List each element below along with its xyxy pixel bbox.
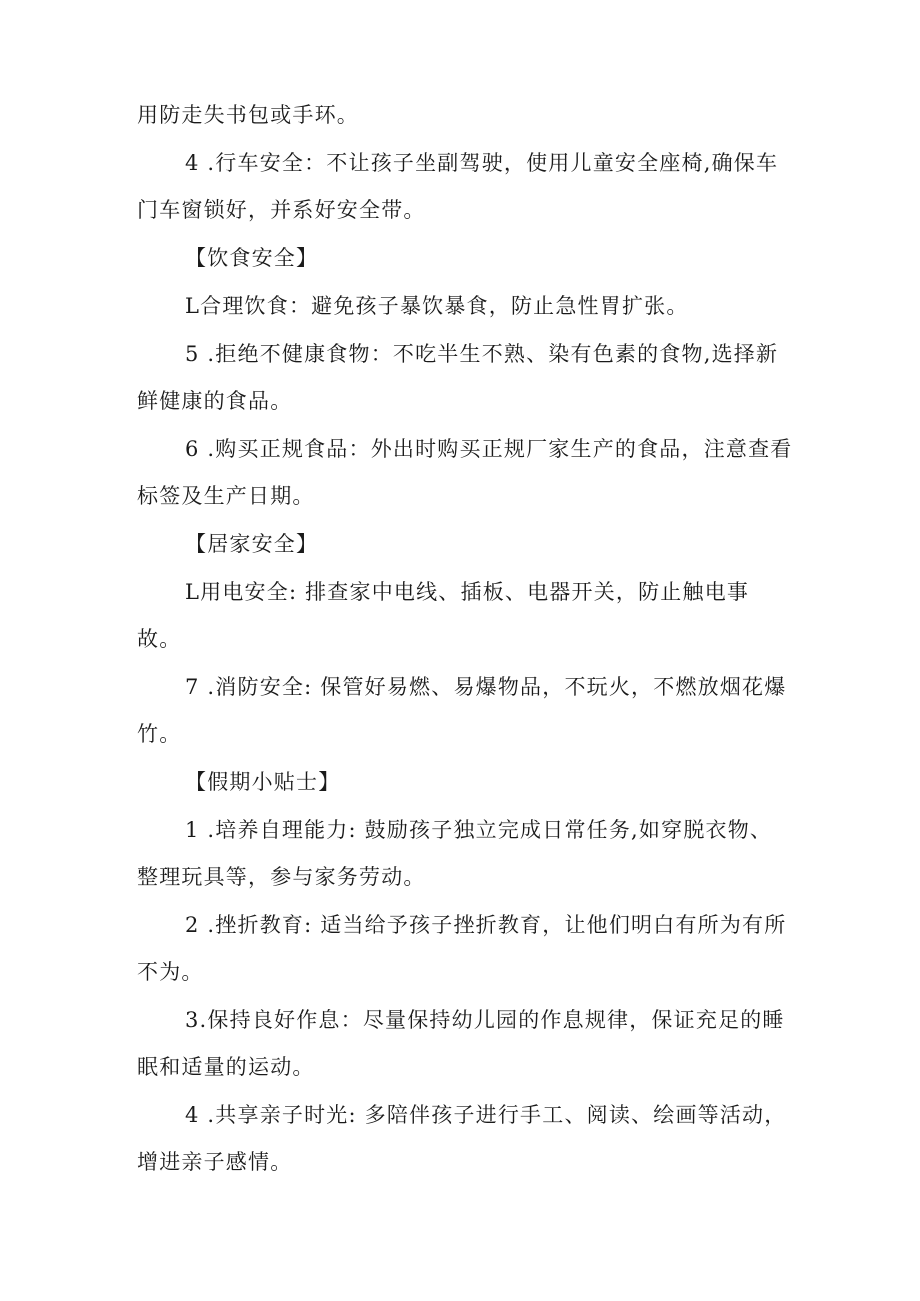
paragraph-reasonable-diet: L合理饮食：避免孩子暴饮暴食，防止急性胃扩张。 <box>185 294 689 318</box>
paragraph-family-time: 4 .共享亲子时光: 多陪伴孩子进行手工、阅读、绘画等活动，增进亲子感情。 <box>137 1103 787 1174</box>
paragraph-continuation: 用防走失书包或手环。 <box>137 103 359 127</box>
paragraph-fire-safety: 7 .消防安全: 保管好易燃、易爆物品，不玩火，不燃放烟花爆竹。 <box>137 675 787 746</box>
document-body <box>137 92 793 1187</box>
paragraph-routine: 3.保持良好作息：尽量保持幼儿园的作息规律，保证充足的睡眠和适量的运动。 <box>137 1008 785 1079</box>
paragraph-refuse-unhealthy-food: 5 .拒绝不健康食物：不吃半生不熟、染有色素的食物,选择新鲜健康的食品。 <box>137 342 779 413</box>
paragraph-self-care: 1 .培养自理能力: 鼓励孩子独立完成日常任务,如穿脱衣物、整理玩具等，参与家务劳动。 <box>137 818 773 889</box>
section-heading-food-safety: 【饮食安全】 <box>185 246 319 270</box>
section-heading-holiday-tips: 【假期小贴士】 <box>185 770 341 794</box>
paragraph-buy-regular-food: 6 .购买正规食品：外出时购买正规厂家生产的食品，注意查看标签及生产日期。 <box>137 437 793 508</box>
paragraph-electricity-safety: L用电安全: 排查家中电线、插板、电器开关，防止触电事故。 <box>137 580 750 651</box>
paragraph-driving-safety: 4 .行车安全：不让孩子坐副驾驶，使用儿童安全座椅,确保车门车窗锁好，并系好安全带。 <box>137 151 779 222</box>
paragraph-frustration-education: 2 .挫折教育: 适当给予孩子挫折教育，让他们明白有所为有所不为。 <box>137 913 787 984</box>
section-heading-home-safety: 【居家安全】 <box>185 532 319 556</box>
